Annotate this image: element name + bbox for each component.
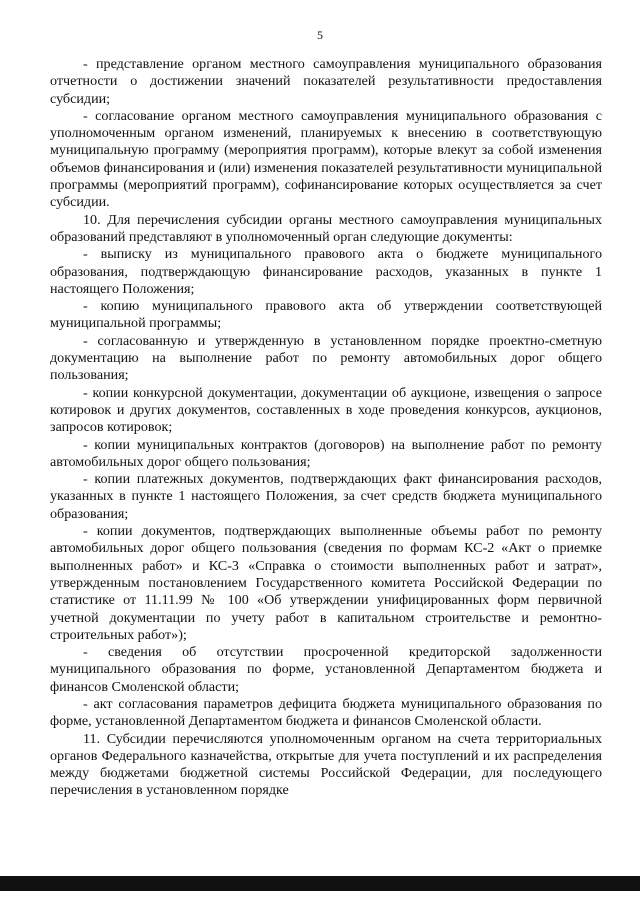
- paragraph-work-docs: - копии документов, подтверждающих выполненные объемы работ по ремонту автомобильных дорог общего пользования (сведения по формам КС-2 «Акт о приемке выполненных работ» и КС-3 «Справка о стоимости выполненных работ и затрат», утвержденным постановлением Государственного комитета Российской Федерации по статистике от 11.11.99 № 100 «Об утверждении унифицированных форм первичной учетной документации по учету работ в капитальном строительстве и ремонтно-строительных работ»);: [50, 523, 602, 643]
- page-number: 5: [317, 28, 323, 42]
- paragraph-contracts: - копии муниципальных контрактов (договоров) на выполнение работ по ремонту автомобильных дорог общего пользования;: [50, 436, 602, 470]
- scan-edge-band: [0, 876, 640, 891]
- paragraph-design-docs: - согласованную и утвержденную в установленном порядке проектно-сметную документацию на выполнение работ по ремонту автомобильных дорог общего пользования;: [50, 332, 602, 384]
- paragraph-budget-extract: - выписку из муниципального правового акта о бюджете муниципального образования, подтверждающую финансирование расходов, указанных в пункте 1 настоящего Положения;: [50, 246, 602, 297]
- paragraph-approval: - согласование органом местного самоуправления муниципального образования с уполномоченным органом изменений, планируемых к внесению в соответствующую муниципальную программу (мероприятия программ), которые влекут за собой изменения объемов финансирования и (или) изменения показателей результативности муниципальной программы (мероприятий программ), софинансирование которых осуществляется за счет субсидии.: [50, 107, 602, 211]
- paragraph-clause-10: 10. Для перечисления субсидии органы местного самоуправления муниципальных образований представляют в уполномоченный орган следующие документы:: [50, 211, 602, 245]
- paragraph-clause-11: 11. Субсидии перечисляются уполномоченным органом на счета территориальных органов Федерального казначейства, открытые для учета поступлений и их распределения между бюджетами бюджетной системы Российской Федерации, для последующего перечисления в установленном порядке: [50, 730, 602, 799]
- paragraph-payment-docs: - копии платежных документов, подтверждающих факт финансирования расходов, указанных в пункте 1 настоящего Положения, за счет средств бюджета муниципального образования;: [50, 471, 602, 522]
- paragraph-debt-info: - сведения об отсутствии просроченной кредиторской задолженности муниципального образования по форме, установленной Департаментом бюджета и финансов Смоленской области;: [50, 644, 602, 695]
- document-body: [50, 56, 602, 800]
- paragraph-reporting: - представление органом местного самоуправления муниципального образования отчетности о достижении значений показателей результативности предоставления субсидии;: [50, 56, 602, 107]
- paragraph-program-copy: - копию муниципального правового акта об утверждении соответствующей муниципальной программы;: [50, 298, 602, 332]
- paragraph-tender-docs: - копии конкурсной документации, документации об аукционе, извещения о запросе котировок и других документов, составленных в ходе проведения конкурсов, аукционов, запросов котировок;: [50, 384, 602, 436]
- paragraph-deficit-act: - акт согласования параметров дефицита бюджета муниципального образования по форме, установленной Департаментом бюджета и финансов Смоленской области.: [50, 695, 602, 730]
